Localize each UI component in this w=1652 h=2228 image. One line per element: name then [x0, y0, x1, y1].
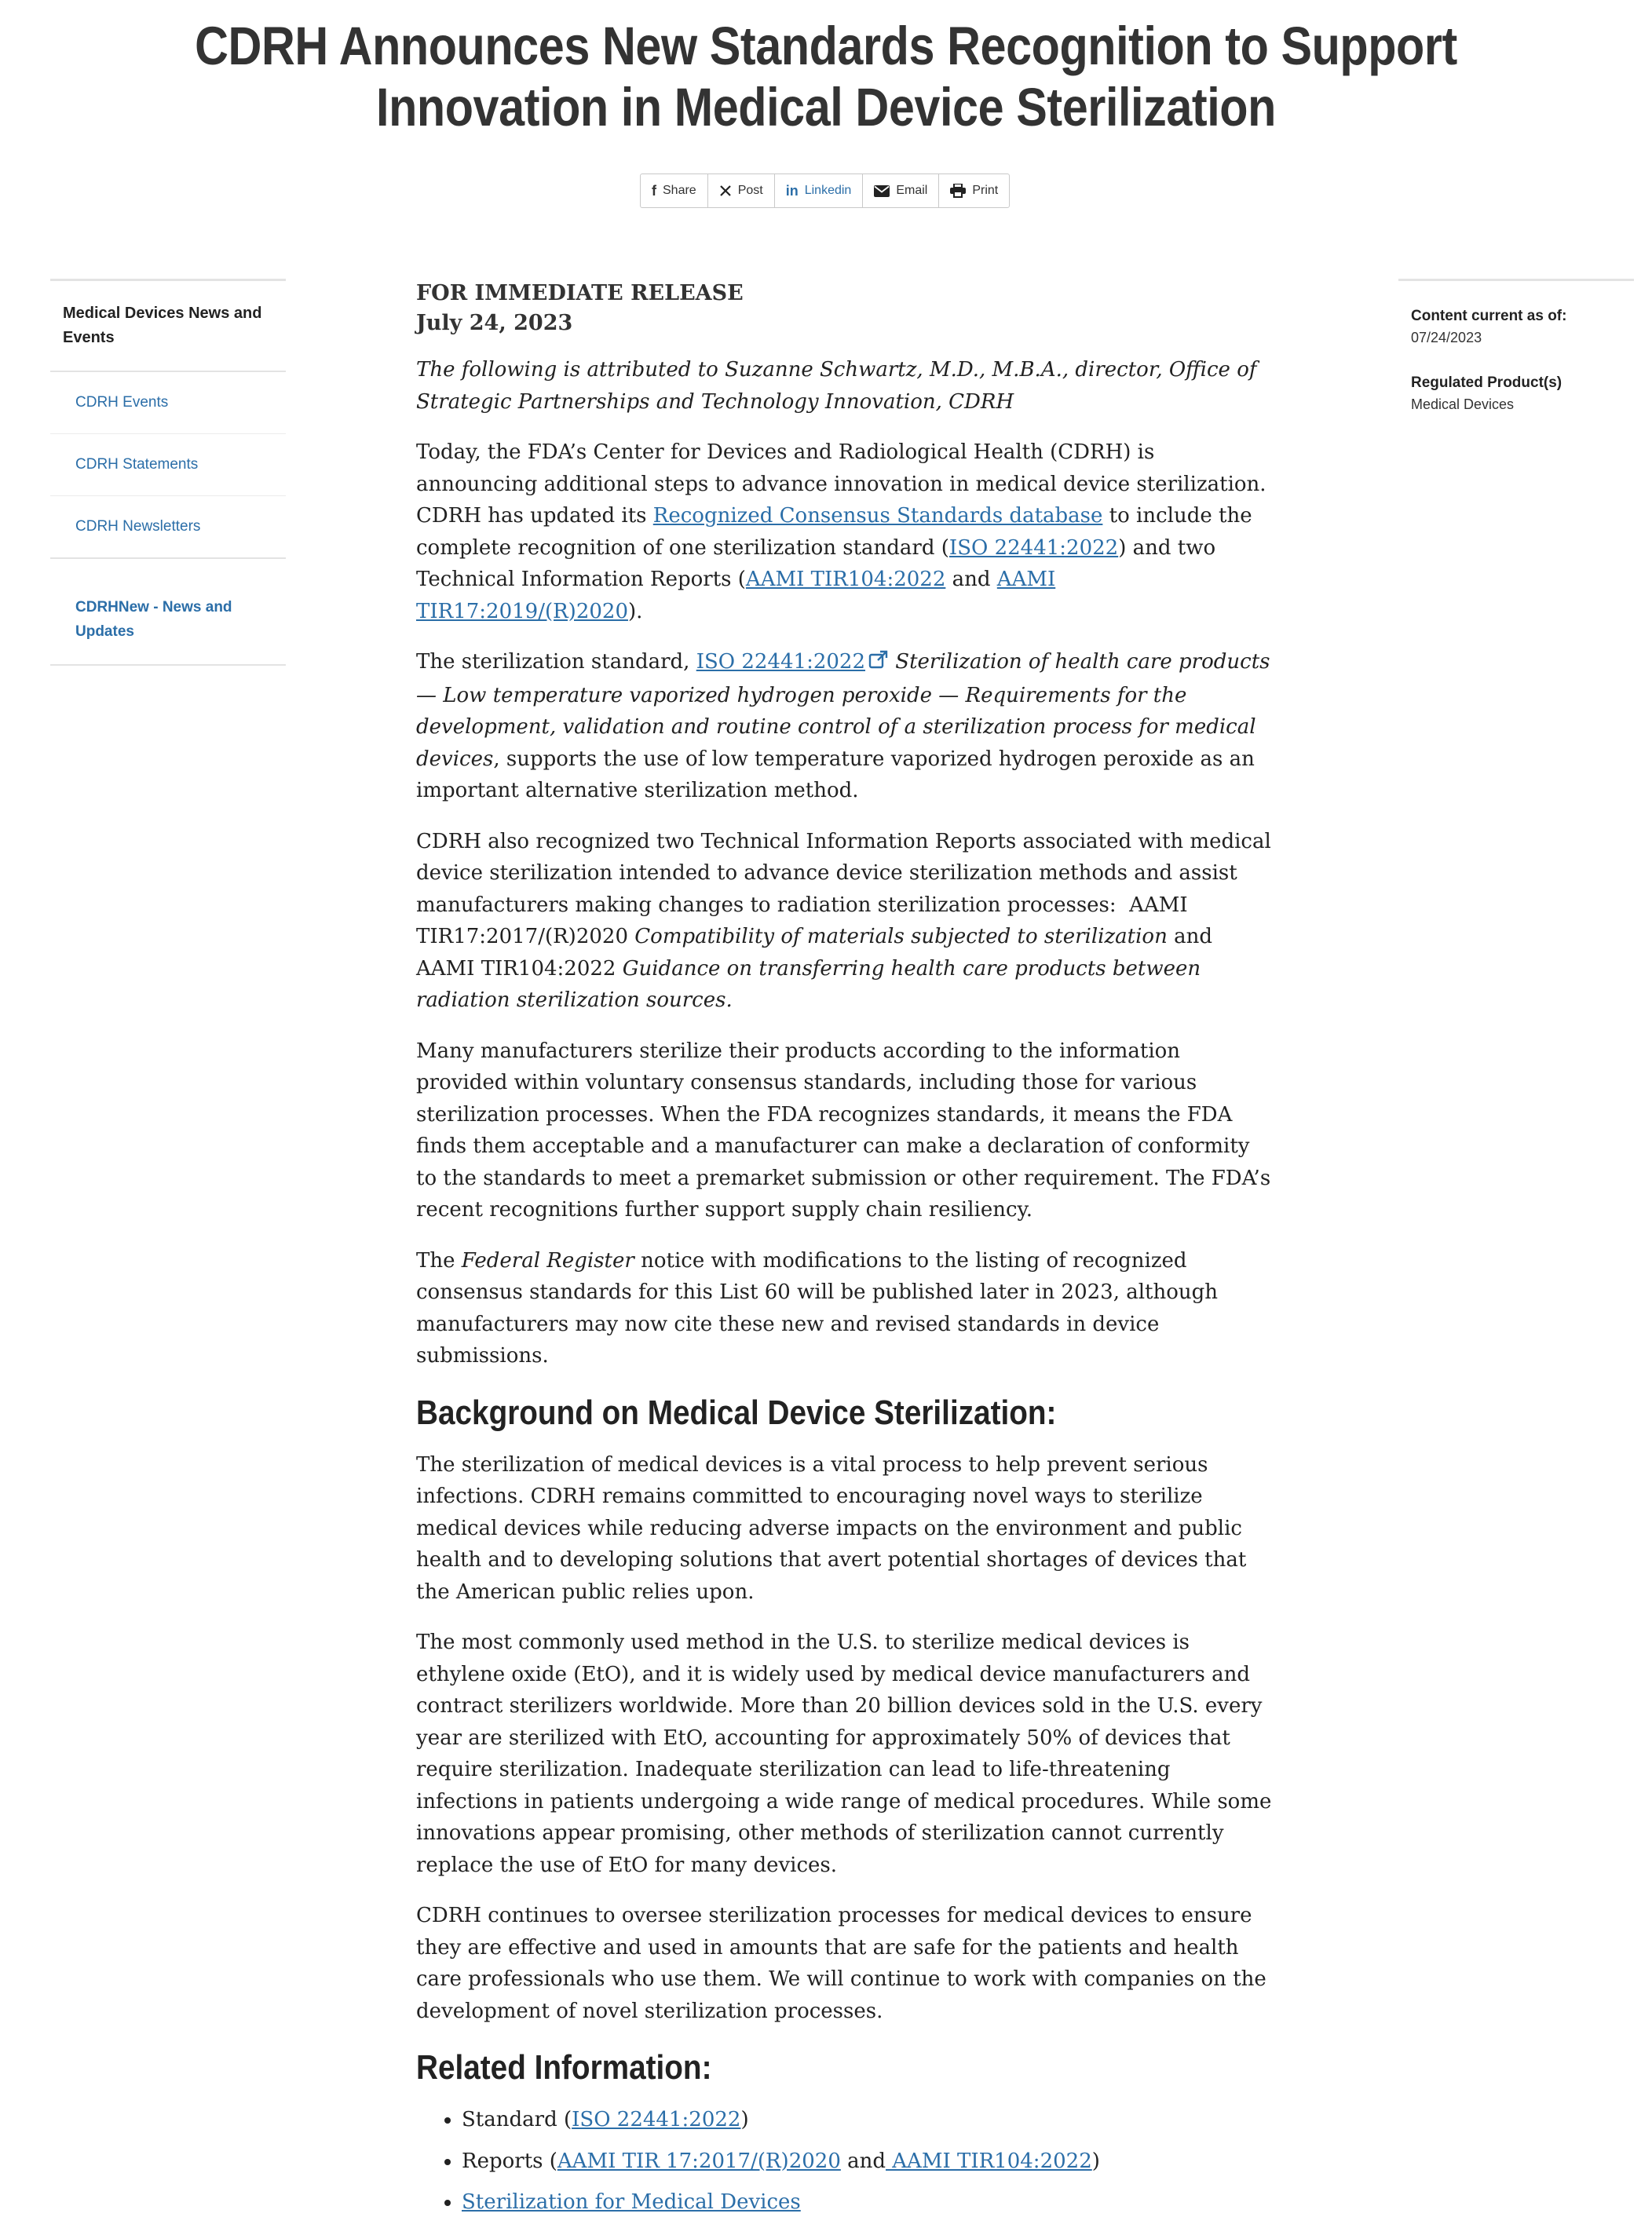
nav-item-cdrh-newsletters[interactable]: CDRH Newsletters	[50, 496, 286, 559]
right-sidebar	[1398, 279, 1634, 413]
x-icon	[719, 184, 732, 197]
share-button[interactable]	[641, 174, 708, 207]
envelope-icon	[874, 185, 890, 197]
nav-item-cdrh-statements[interactable]: CDRH Statements	[50, 434, 286, 496]
linkedin-icon: in	[785, 182, 799, 199]
article-body	[416, 279, 1272, 2228]
sterilization-medical-devices-link[interactable]: Sterilization for Medical Devices	[462, 2190, 801, 2214]
related-aami-tir104-link[interactable]: AAMI TIR104:2022	[886, 2149, 1092, 2173]
left-section-nav	[50, 279, 286, 666]
paragraph-3: CDRH also recognized two Technical Information Reports associated with medical device sterilization intended to advance device sterilization methods and assist manufacturers making changes to radiation sterilization processes: AAMI TIR17:2017/(R)2020 Compatibility of materials subjected to sterilization and AAMI TIR104:2022 Guidance on transferring health care products between radiation sterilization sources.	[416, 829, 1271, 1012]
attribution: The following is attributed to Suzanne Schwartz, M.D., M.B.A., director, Office of Strategic Partnerships and Technology Innovation, CDRH	[416, 358, 1257, 414]
nav-heading[interactable]: Medical Devices News and Events	[50, 281, 286, 372]
paragraph-4: Many manufacturers sterilize their products according to the information provided within voluntary consensus standards, including those for various sterilization processes. When the FDA recognizes standards, it means the FDA finds them acceptable and a manufacturer can make a declaration of conformity to the standards to meet a premarket submission or other requirement. The FDA’s recent recognitions further support supply chain resiliency.	[416, 1039, 1271, 1222]
background-heading: Background on Medical Device Sterilization:	[416, 1393, 1057, 1432]
content-current-date: 07/24/2023	[1411, 330, 1482, 345]
related-aami-tir17-link[interactable]: AAMI TIR 17:2017/(R)2020	[557, 2149, 841, 2173]
print-label: Print	[972, 184, 999, 197]
paragraph-5: The Federal Register notice with modifications to the listing of recognized consensus standards for this List 60 will be published later in 2023, although manufacturers may now cite these new and revised standards in device submissions.	[416, 1248, 1219, 1368]
related-heading: Related Information:	[416, 2048, 712, 2087]
related-list	[416, 2104, 1272, 2219]
nav-item-cdrh-events[interactable]: CDRH Events	[50, 372, 286, 434]
content-current-label: Content current as of:	[1411, 308, 1567, 324]
printer-icon	[950, 184, 966, 198]
regulated-products-label: Regulated Product(s)	[1411, 374, 1562, 391]
list-item: • Standard (ISO 22441:2022)	[462, 2104, 1272, 2136]
background-paragraph-1: The sterilization of medical devices is a vital process to help prevent serious infections. CDRH remains committed to encouraging novel ways to sterilize medical devices while reducing adverse impacts on the environment and public health and to developing solutions that avert potential shortages of devices that the American public relies upon.	[416, 1452, 1247, 1604]
iso-22441-external-link[interactable]: ISO 22441:2022	[696, 650, 866, 674]
iso-22441-link[interactable]: ISO 22441:2022	[948, 535, 1119, 560]
release-block	[416, 279, 1272, 338]
background-paragraph-3: CDRH continues to oversee sterilization processes for medical devices to ensure they are effective and used in amounts that are safe for the patients and health care professionals who use them. We will continue to work with companies on the development of novel sterilization processes.	[416, 1904, 1266, 2023]
related-iso-22441-link[interactable]: ISO 22441:2022	[572, 2108, 741, 2131]
list-item	[462, 2186, 1272, 2219]
linkedin-label: Linkedin	[804, 184, 852, 197]
release-label: FOR IMMEDIATE RELEASE	[416, 281, 744, 305]
nav-item-cdrhnew[interactable]: CDRHNew - News and Updates	[50, 575, 286, 666]
share-toolbar	[640, 173, 1010, 208]
share-label: Share	[663, 184, 696, 197]
page-title: CDRH Announces New Standards Recognition to Support Innovation in Medical Device Sterilization	[195, 16, 1457, 137]
email-label: Email	[896, 184, 928, 197]
post-button[interactable]	[708, 174, 775, 207]
paragraph-2: The sterilization standard, ISO 22441:2022 Sterilization of health care products — Low temperature vaporized hydrogen peroxide — Requirements for the development, validation and routine control of a sterilization process for medical devices, supports the use of low temperature vaporized hydrogen peroxide as an important alternative sterilization method.	[416, 646, 1272, 807]
print-button[interactable]	[939, 174, 1009, 207]
facebook-icon: f	[652, 182, 656, 199]
aami-tir104-link[interactable]: AAMI TIR104:2022	[745, 568, 946, 591]
regulated-products-value: Medical Devices	[1411, 396, 1515, 412]
post-label: Post	[737, 184, 763, 197]
aami-tir17-link[interactable]: AAMI TIR17:2019/(R)2020	[416, 568, 1056, 623]
background-paragraph-2: The most commonly used method in the U.S. to sterilize medical devices is ethylene oxide (EtO), and it is widely used by medical device manufacturers and contract sterilizers worldwide. More than 20 billion devices sold in the U.S. every year are sterilized with EtO, accounting for approximately 50% of devices that require sterilization. Inadequate sterilization can lead to life-threatening infections in patients undergoing a wide range of medical procedures. While some innovations appear promising, other methods of sterilization cannot currently replace the use of EtO for many devices.	[416, 1631, 1272, 1877]
email-button[interactable]	[863, 174, 939, 207]
list-item: • Reports (AAMI TIR 17:2017/(R)2020 and AAMI TIR104:2022)	[462, 2146, 1272, 2178]
external-link-icon	[868, 648, 889, 680]
recognized-standards-link[interactable]: Recognized Consensus Standards database	[652, 504, 1103, 528]
paragraph-1: Today, the FDA’s Center for Devices and Radiological Health (CDRH) is announcing additional steps to advance innovation in medical device sterilization. CDRH has updated its Recognized Consensus Standards database to include the complete recognition of one sterilization standard (ISO 22441:2022) and two Technical Information Reports (AAMI TIR104:2022 and AAMI TIR17:2019/(R)2020).	[416, 440, 1266, 623]
release-date: July 24, 2023	[416, 311, 573, 335]
linkedin-button[interactable]	[775, 174, 864, 207]
